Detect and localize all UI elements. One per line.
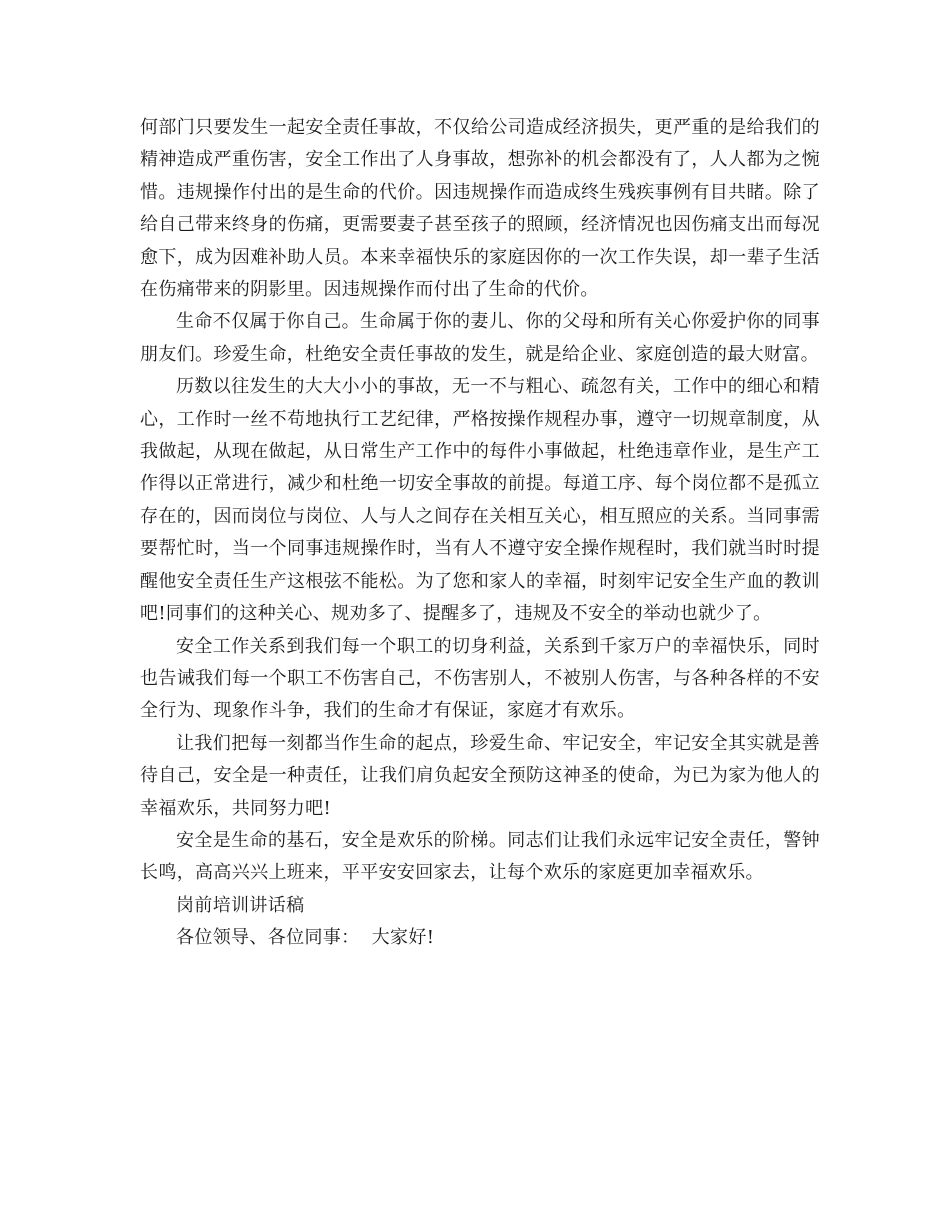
paragraph-5: 让我们把每一刻都当作生命的起点，珍爱生命、牢记安全，牢记安全其实就是善待自己，安全是一种责任，让我们肩负起安全预防这神圣的使命，为已为家为他人的幸福欢乐，共同努力吧! [140, 732, 820, 819]
section-heading: 岗前培训讲话稿 [176, 894, 305, 916]
paragraph-6: 安全是生命的基石，安全是欢乐的阶梯。同志们让我们永远牢记安全责任，警钟长鸣，高高兴兴上班来，平平安安回家去，让每个欢乐的家庭更加幸福欢乐。 [140, 829, 820, 884]
document-body [140, 112, 820, 955]
paragraph-1: 何部门只要发生一起安全责任事故，不仅给公司造成经济损失，更严重的是给我们的精神造成严重伤害，安全工作出了人身事故，想弥补的机会都没有了，人人都为之惋惜。违规操作付出的是生命的代价。因违规操作而造成终生残疾事例有目共睹。除了给自己带来终身的伤痛，更需要妻子甚至孩子的照顾，经济情况也因伤痛支出而每况愈下，成为因难补助人员。本来幸福快乐的家庭因你的一次工作失误，却一辈子生活在伤痛带来的阴影里。因违规操作而付出了生命的代价。 [140, 117, 820, 301]
greeting-line: 各位领导、各位同事： 大家好! [176, 927, 435, 949]
paragraph-4: 安全工作关系到我们每一个职工的切身利益，关系到千家万户的幸福快乐，同时也告诫我们每一个职工不伤害自己，不伤害别人，不被别人伤害，与各种各样的不安全行为、现象作斗争，我们的生命才有保证，家庭才有欢乐。 [140, 635, 820, 722]
paragraph-2: 生命不仅属于你自己。生命属于你的妻儿、你的父母和所有关心你爱护你的同事朋友们。珍爱生命，杜绝安全责任事故的发生，就是给企业、家庭创造的最大财富。 [140, 311, 820, 365]
paragraph-3: 历数以往发生的大大小小的事故，无一不与粗心、疏忽有关，工作中的细心和精心，工作时一丝不苟地执行工艺纪律，严格按操作规程办事，遵守一切规章制度，从我做起，从现在做起，从日常生产工作中的每件小事做起，杜绝违章作业，是生产工作得以正常进行，减少和杜绝一切安全事故的前提。每道工序、每个岗位都不是孤立存在的，因而岗位与岗位、人与人之间存在关相互关心，相互照应的关系。当同事需要帮忙时，当一个同事违规操作时，当有人不遵守安全操作规程时，我们就当时时提醒他安全责任生产这根弦不能松。为了您和家人的幸福，时刻牢记安全生产血的教训吧!同事们的这种关心、规劝多了、提醒多了，违规及不安全的举动也就少了。 [140, 376, 820, 625]
